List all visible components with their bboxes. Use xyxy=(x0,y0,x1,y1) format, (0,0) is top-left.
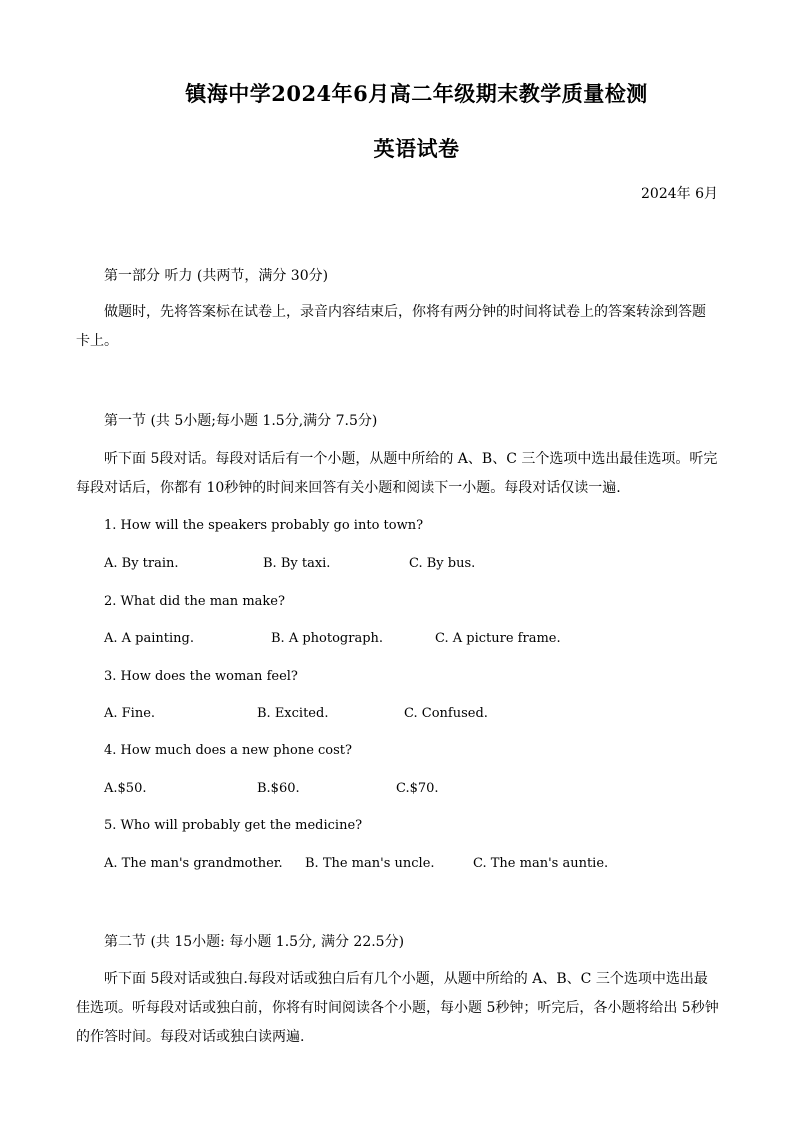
option-5c: C. The man's auntie. xyxy=(473,856,609,871)
option-1a: A. By train. xyxy=(104,556,179,571)
section1-instruction: 听下面 5段对话。每段对话后有一个小题，从题中所给的 A、B、C 三个选项中选出最佳选项。听完每段对话后，你都有 10秒钟的时间来回答有关小题和阅读下一小题。每段对话仅读一遍. xyxy=(76,451,718,496)
option-2b: B. A photograph. xyxy=(271,631,384,646)
option-5b: B. The man's uncle. xyxy=(305,856,435,871)
part1-heading: 第一部分 听力 (共两节，满分 30分) xyxy=(104,268,329,284)
option-4c: C.$70. xyxy=(396,781,439,796)
exam-subtitle: 英语试卷 xyxy=(373,136,460,161)
section2-instruction: 听下面 5段对话或独白.每段对话或独白后有几个小题，从题中所给的 A、B、C 三个选项中选出最佳选项。听每段对话或独白前，你将有时间阅读各个小题，每小题 5秒钟；听完后，各小题将给出 5秒钟的作答时间。每段对话或独白读两遍. xyxy=(76,971,719,1045)
option-3a: A. Fine. xyxy=(104,706,156,721)
option-4b: B.$60. xyxy=(257,781,300,796)
option-1c: C. By bus. xyxy=(409,556,476,571)
option-4a: A.$50. xyxy=(104,781,147,796)
option-5a: A. The man's grandmother. xyxy=(104,856,283,871)
section1-heading: 第一节 (共 5小题;每小题 1.5分,满分 7.5分) xyxy=(104,413,378,429)
question-1: 1. How will the speakers probably go into town? xyxy=(104,518,424,533)
exam-date: 2024年 6月 xyxy=(641,186,718,202)
exam-title: 镇海中学2024年6月高二年级期末教学质量检测 xyxy=(185,81,648,106)
option-3b: B. Excited. xyxy=(257,706,329,721)
question-4: 4. How much does a new phone cost? xyxy=(104,743,352,758)
part1-instruction: 做题时，先将答案标在试卷上，录音内容结束后，你将有两分钟的时间将试卷上的答案转涂到答题卡上。 xyxy=(76,304,706,349)
question-2: 2. What did the man make? xyxy=(104,594,285,609)
option-2a: A. A painting. xyxy=(104,631,194,646)
option-2c: C. A picture frame. xyxy=(435,631,561,646)
question-3: 3. How does the woman feel? xyxy=(104,669,298,684)
question-5: 5. Who will probably get the medicine? xyxy=(104,818,363,833)
option-1b: B. By taxi. xyxy=(263,556,331,571)
section2-heading: 第二节 (共 15小题: 每小题 1.5分, 满分 22.5分) xyxy=(104,934,405,950)
option-3c: C. Confused. xyxy=(404,706,488,721)
